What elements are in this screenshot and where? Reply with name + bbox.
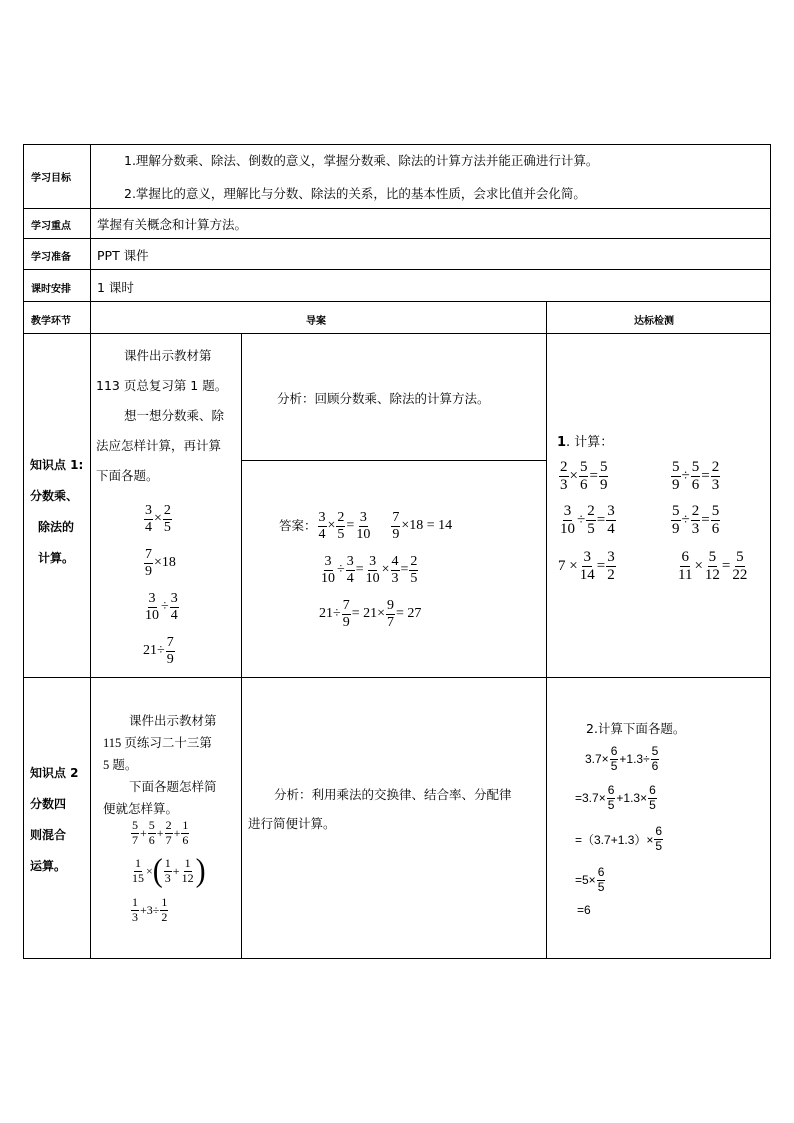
check2-step-final: =6 xyxy=(577,903,591,917)
section1-label-line: 分数乘、 xyxy=(30,489,79,503)
exercise-item: $\frac{3}{4}$ × $\frac{2}{5}$ xyxy=(145,503,171,535)
focus-label: 学习重点 xyxy=(31,221,71,232)
check2-step: =5× $\frac{6}{5}$ xyxy=(575,865,605,894)
schedule-label: 课时安排 xyxy=(31,284,71,295)
answer-row: 21÷ $\frac{7}{9}$ = 21× $\frac{9}{7}$ = 27 xyxy=(319,598,422,630)
section1-task xyxy=(96,341,227,491)
section2-label-line: 分数四 xyxy=(30,797,67,811)
section2-label-line: 则混合 xyxy=(30,828,67,842)
section2-label xyxy=(30,758,79,882)
task-line: 115 页练习二十三第 xyxy=(103,736,212,750)
goal-line-2: 2.掌握比的意义，理解比与分数、除法的关系，比的基本性质，会求比值并会化简。 xyxy=(124,186,586,201)
header-guide: 导案 xyxy=(306,316,326,327)
exercise-item: $\frac{7}{9}$ ×18 xyxy=(145,547,176,579)
task-line: 5 题。 xyxy=(103,758,138,772)
exercise-item: $\frac{5}{7}$ + $\frac{5}{6}$ + $\frac{2}{7}$ + $\frac{1}{6}$ xyxy=(132,818,189,847)
answer-label: 答案： xyxy=(279,517,317,533)
answer-row: $\frac{3}{10}$ ÷ $\frac{3}{4}$ = $\frac{3}{10}$ × $\frac{4}{3}$ = $\frac{2}{5}$ xyxy=(321,554,418,586)
check2-step: =3.7× $\frac{6}{5}$ +1.3× $\frac{6}{5}$ xyxy=(575,783,656,812)
check2-step: =（3.7+1.3）× $\frac{6}{5}$ xyxy=(575,824,663,853)
analysis-line: 进行简便计算。 xyxy=(248,816,336,831)
exercise2-list xyxy=(130,816,206,928)
prep-text: PPT 课件 xyxy=(97,248,149,263)
row-divider xyxy=(23,333,771,334)
check2-title: 2.计算下面各题。 xyxy=(586,721,686,736)
prep-label: 学习准备 xyxy=(31,252,71,263)
task-line: 课件出示教材第 xyxy=(124,348,212,363)
row-divider xyxy=(23,208,771,209)
section1-label-line: 除法的 xyxy=(38,520,75,534)
goal-label: 学习目标 xyxy=(31,173,71,184)
check1-number: 1 xyxy=(557,435,567,450)
answer-row: 答案： $\frac{3}{4}$ × $\frac{2}{5}$ = $\frac{3}{10}$ $\frac{7}{9}$ ×18 = 14 xyxy=(279,510,453,542)
goal-line-1: 1.理解分数乘、除法、倒数的意义，掌握分数乘、除法的计算方法并能正确进行计算。 xyxy=(124,153,599,168)
task-line: 113 页总复习第 1 题。 xyxy=(96,378,228,393)
col-divider xyxy=(546,301,547,958)
section1-label-line: 知识点 1: xyxy=(30,458,84,472)
col-divider xyxy=(241,333,242,958)
task-line: 下面各题怎样简 xyxy=(129,780,217,794)
check1-title-text: . 计算： xyxy=(566,435,614,450)
exercise-item: $\frac{3}{10}$ ÷ $\frac{3}{4}$ xyxy=(145,591,178,623)
table-border-bottom xyxy=(23,958,771,959)
header-teaching-stage: 教学环节 xyxy=(31,316,71,327)
exercise-list xyxy=(143,497,180,673)
exercise-item: $\frac{1}{15}$ × ( $\frac{1}{3}$ + $\frac{1}{12}$ ) xyxy=(132,852,206,889)
focus-text: 掌握有关概念和计算方法。 xyxy=(97,217,248,232)
col-divider xyxy=(90,144,91,959)
schedule-text: 1 课时 xyxy=(97,280,134,295)
exercise-item: 21÷ $\frac{7}{9}$ xyxy=(143,635,174,667)
section2-task xyxy=(103,710,217,820)
cell-divider xyxy=(241,460,546,461)
check2-step: 3.7× $\frac{6}{5}$ +1.3÷ $\frac{5}{6}$ xyxy=(585,744,659,773)
check1-row: $\frac{2}{3}$ × $\frac{5}{6}$ = $\frac{5}{9}$ $\frac{5}{9}$ ÷ $\frac{5}{6}$ = $\frac{2}{3}$ xyxy=(560,459,720,493)
table-border-right xyxy=(770,144,771,959)
row-divider xyxy=(23,238,771,239)
check1-row: 7 × $\frac{3}{14}$ = $\frac{3}{2}$ $\frac{6}{11}$ × $\frac{5}{12}$ = $\frac{5}{22}$ xyxy=(558,549,748,583)
section1-analysis: 分析：回顾分数乘、除法的计算方法。 xyxy=(277,391,490,406)
header-check: 达标检测 xyxy=(634,316,674,327)
row-divider xyxy=(23,269,771,270)
section1-label xyxy=(30,450,83,574)
row-divider xyxy=(23,301,771,302)
check2-steps xyxy=(575,740,664,920)
table-border-top xyxy=(23,144,771,145)
section2-label-line: 运算。 xyxy=(30,859,67,873)
section2-label-line: 知识点 2 xyxy=(30,766,79,780)
table-border-left xyxy=(23,144,24,959)
section1-label-line: 计算。 xyxy=(38,551,75,565)
task-line: 想一想分数乘、除 xyxy=(124,408,225,423)
exercise-item: $\frac{1}{3}$ +3÷ $\frac{1}{2}$ xyxy=(132,895,168,924)
answer-block xyxy=(279,504,452,636)
analysis-line: 分析：利用乘法的交换律、结合率、分配律 xyxy=(274,787,512,802)
section2-analysis xyxy=(248,780,512,838)
check1-row: $\frac{3}{10}$ ÷ $\frac{2}{5}$ = $\frac{3}{4}$ $\frac{5}{9}$ ÷ $\frac{2}{3}$ = $\frac{5}{6}$ xyxy=(560,503,720,537)
check1-problems xyxy=(558,454,749,590)
task-line: 法应怎样计算，再计算 xyxy=(96,438,222,453)
row-divider xyxy=(23,677,771,678)
task-line: 下面各题。 xyxy=(96,468,159,483)
check1-title xyxy=(557,431,613,450)
task-line: 便就怎样算。 xyxy=(103,802,179,816)
task-line: 课件出示教材第 xyxy=(129,714,217,728)
